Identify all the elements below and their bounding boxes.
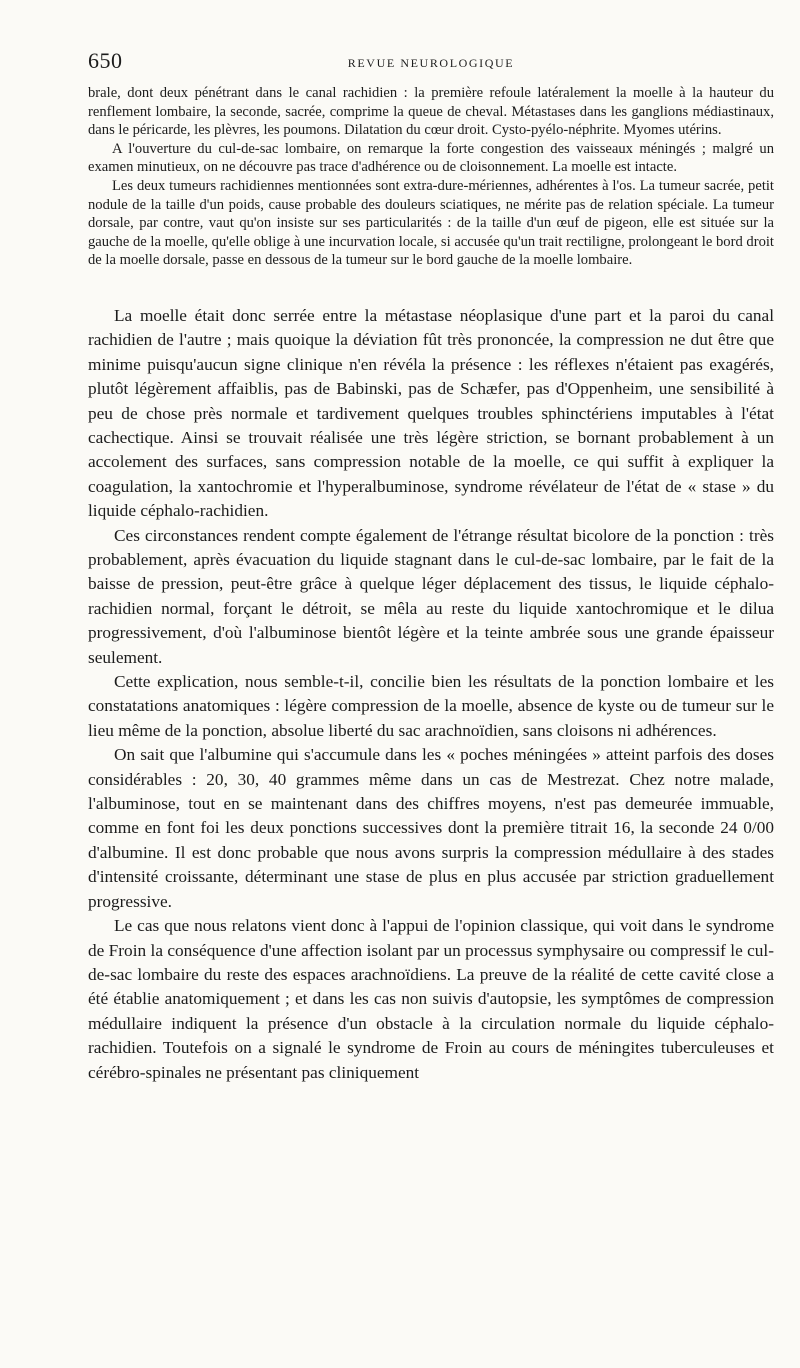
body-paragraph: La moelle était donc serrée entre la métastase néoplasique d'une part et la paroi du canal rachidien de l'autre ; mais quoique la déviation fût très prononcée, la compression ne dut être que minime puisqu'aucun signe clinique n'en révéla la présence : les réflexes n'étaient pas exagérés, plutôt légèrement affaiblis, pas de Babinski, pas de Schæfer, pas d'Oppenheim, une sensibilité à peu de chose près normale et tardivement quelques troubles sphinctériens imputables à l'état cachectique. Ainsi se trouvait réalisée une très légère striction, se bornant probablement à un accolement des surfaces, sans compression notable de la moelle, ce qui suffit à expliquer la coagulation, la xantochromie et l'hyperalbuminose, syndrome révélateur de l'état de « stase » du liquide céphalo-rachidien. <box>88 305 774 521</box>
body-paragraph: On sait que l'albumine qui s'accumule dans les « poches méningées » atteint parfois des doses considérables : 20, 30, 40 grammes même dans un cas de Mestrezat. Chez notre malade, l'albuminose, tout en se maintenant dans des chiffres moyens, n'est pas demeurée immuable, comme en font foi les deux ponctions successives dont la première titrait 16, la seconde 24 0/00 d'albumine. Il est donc probable que nous avons surpris la compression médullaire à des stades d'intensité croissante, déterminant une stase de plus en plus accusée par striction graduellement progressive. <box>88 745 774 911</box>
small-paragraph: A l'ouverture du cul-de-sac lombaire, on remarque la forte congestion des vaisseaux méningés ; malgré un examen minutieux, on ne découvre pas trace d'adhérence ou de cloisonnement. La moelle est intacte. <box>88 140 774 176</box>
running-head <box>88 44 774 84</box>
page-number: 650 <box>88 48 123 73</box>
body-paragraph: Ces circonstances rendent compte également de l'étrange résultat bicolore de la ponction : très probablement, après évacuation du liquide stagnant dans le cul-de-sac lombaire, par le fait de la baisse de pression, peut-être grâce à quelque léger déplacement des tissus, le liquide céphalo-rachidien normal, forçant le détroit, se mêla au reste du liquide xantochromique et le dilua progressivement, d'où l'albuminose bientôt légère et la teinte ambrée sous une grande épaisseur seulement. <box>88 525 774 667</box>
body-paragraph: Cette explication, nous semble-t-il, concilie bien les résultats de la ponction lombaire et les constatations anatomiques : légère compression de la moelle, absence de kyste ou de tumeur sur le lieu même de la ponction, absolue liberté du sac arachnoïdien, sans cloisons ni adhérences. <box>88 672 774 740</box>
small-print-section <box>88 84 774 270</box>
small-paragraph: brale, dont deux pénétrant dans le canal rachidien : la première refoule latéralement la moelle à la hauteur du renflement lombaire, la seconde, sacrée, comprime la queue de cheval. Métastases dans les ganglions médiastinaux, dans le péricarde, les plèvres, les poumons. Dilatation du cœur droit. Cysto-pyélo-néphrite. Myomes utérins. <box>88 85 774 139</box>
journal-title: REVUE NEUROLOGIQUE <box>347 56 515 70</box>
main-text-section <box>88 304 774 1085</box>
small-paragraph: Les deux tumeurs rachidiennes mentionnées sont extra-dure-mériennes, adhérentes à l'os. La tumeur sacrée, petit nodule de la taille d'un poids, cause probable des douleurs sciatiques, ne mérite pas de relation spéciale. La tumeur dorsale, par contre, vaut qu'on insiste sur ses particularités : de la taille d'un œuf de pigeon, elle est située sur la gauche de la moelle, qu'elle oblige à une incurvation locale, si accusée qu'un trait rectiligne, prolongeant le bord droit de la moelle dorsale, passe en dessous de la tumeur sur le bord gauche de la moelle lombaire. <box>88 177 774 269</box>
body-paragraph: Le cas que nous relatons vient donc à l'appui de l'opinion classique, qui voit dans le syndrome de Froin la conséquence d'une affection isolant par un processus symphysaire ou compressif le cul-de-sac lombaire du reste des espaces arachnoïdiens. La preuve de la réalité de cette cavité close a été établie anatomiquement ; et dans les cas non suivis d'autopsie, les symptômes de compression médullaire indiquent la présence d'un obstacle à la circulation normale du liquide céphalo-rachidien. Toutefois on a signalé le syndrome de Froin au cours de méningites tuberculeuses et cérébro-spinales ne présentant pas cliniquement <box>88 916 774 1082</box>
